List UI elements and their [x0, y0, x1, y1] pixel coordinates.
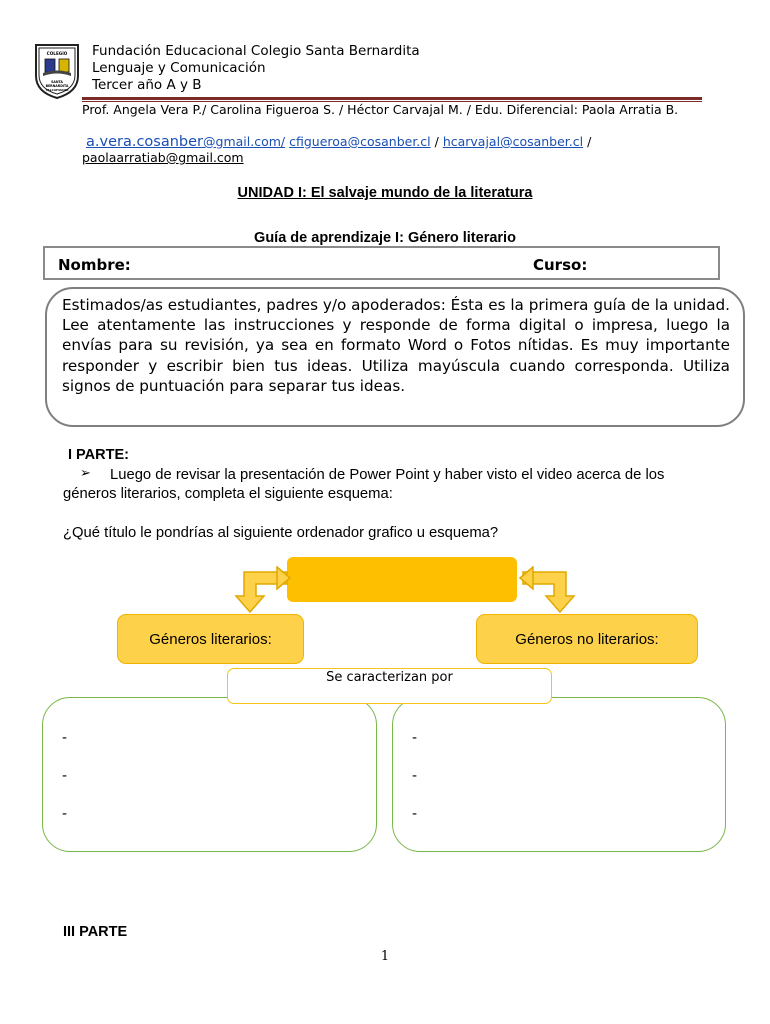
email-link-parratia[interactable]: paolaarratiab@gmail.com: [82, 150, 244, 165]
svg-text:TALCAHUANO: TALCAHUANO: [45, 88, 69, 92]
diagram-question: ¿Qué título le pondrías al siguiente ordenador grafico u esquema?: [63, 525, 499, 541]
logo-text-top: COLEGIO: [46, 51, 68, 56]
teachers-line: Prof. Angela Vera P./ Carolina Figueroa S. / Héctor Carvajal M. / Edu. Diferencial: Paola Arratia B.: [82, 102, 679, 117]
non-literary-characteristics-box[interactable]: [392, 697, 726, 852]
list-item: -: [412, 768, 418, 784]
email-link-hcarvajal[interactable]: hcarvajal@cosanber.cl: [442, 134, 584, 149]
school-logo: [33, 42, 81, 100]
instructions-text: Estimados/as estudiantes, padres y/o apoderados: Ésta es la primera guía de la unidad. Lee atentamente las instrucciones y responde de forma digital o impresa, luego la envías para su revisión, ya sea en formato Word o Fotos nítidas. Es muy importante responder y escribir bien tus ideas. Utiliza mayúscula cuando corresponda. Utiliza signos de puntuación para separar tus ideas.: [62, 296, 730, 395]
guide-title: Guía de aprendizaje I: Género literario: [254, 230, 516, 246]
list-item: -: [412, 806, 418, 822]
list-item: -: [62, 730, 68, 746]
part1-instructions: Luego de revisar la presentación de Power Point y haber visto el video acerca de los géneros literarios, completa el siguiente esquema:: [63, 467, 665, 502]
name-label: Nombre:: [58, 256, 131, 274]
list-item: -: [62, 768, 68, 784]
svg-text:SANTA: SANTA: [51, 80, 63, 84]
name-course-box: [43, 246, 720, 280]
svg-text:BERNARDITA: BERNARDITA: [45, 84, 69, 88]
bent-arrow-right-icon: [518, 566, 578, 618]
email-link-avera[interactable]: a.vera.cosanber@gmail.com/: [86, 134, 286, 150]
literary-characteristics-box[interactable]: [42, 697, 377, 852]
characteristics-label: Se caracterizan por: [326, 670, 453, 685]
instructions-box: [45, 287, 745, 427]
email-list: [82, 134, 722, 166]
part3-heading: III PARTE: [63, 924, 128, 940]
email-separator: /: [583, 134, 592, 149]
email-link-cfigueroa[interactable]: cfigueroa@cosanber.cl: [289, 134, 431, 149]
part1-heading: I PARTE:: [68, 447, 129, 463]
header-rule: [82, 97, 702, 100]
arrowhead-bullet-icon: ➢: [80, 466, 91, 481]
course-label: Curso:: [533, 256, 588, 274]
subject-name: Lenguaje y Comunicación: [92, 60, 266, 76]
page-number: 1: [380, 949, 390, 964]
bent-arrow-left-icon: [232, 566, 292, 618]
email-separator: /: [430, 134, 443, 149]
diagram-title-box[interactable]: [287, 557, 517, 602]
list-item: -: [62, 806, 68, 822]
grade-label: Tercer año A y B: [92, 77, 202, 93]
non-literary-genres-box: Géneros no literarios:: [476, 614, 698, 664]
list-item: -: [412, 730, 418, 746]
school-name: Fundación Educacional Colegio Santa Bernardita: [92, 43, 420, 59]
unit-title: UNIDAD I: El salvaje mundo de la literatura: [237, 185, 533, 201]
literary-genres-box: Géneros literarios:: [117, 614, 304, 664]
characteristics-label-box: [227, 668, 552, 704]
